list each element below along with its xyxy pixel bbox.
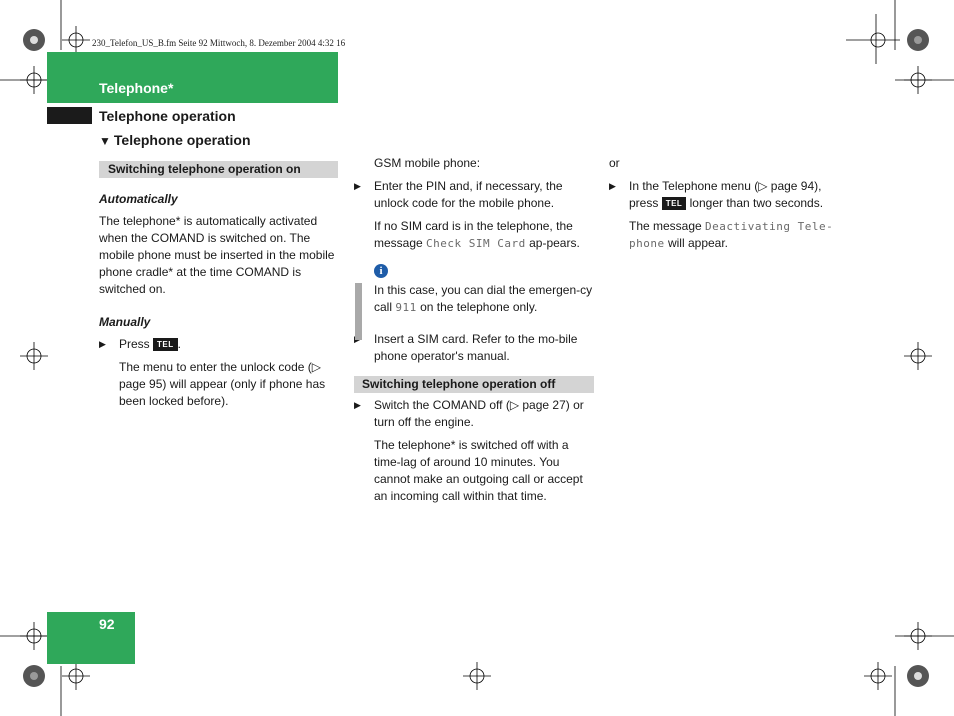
triangle-down-icon: ▼ (99, 134, 111, 148)
message-deactivating: Deactivating Tele- (705, 220, 834, 233)
message-suffix: will appear. (667, 236, 729, 250)
no-sim-suffix: ap-pears. (529, 236, 580, 250)
info-text (374, 282, 594, 316)
message-text (609, 218, 845, 252)
press-suffix: . (177, 337, 181, 351)
gsm-label: GSM mobile phone: (374, 156, 481, 170)
info-side-bar (355, 283, 362, 340)
menu-step (609, 178, 845, 212)
middle-column (354, 155, 594, 505)
switch-off-step (354, 397, 594, 431)
automatic-heading: Automatically (99, 192, 178, 206)
section-tab (47, 107, 92, 124)
left-column (99, 161, 338, 410)
automatic-text: The telephone* is automatically activated when the COMAND is switched on. The mobile phone must be inserted in the mobile phone cradle* at the time COMAND is switched on. (99, 214, 335, 296)
info-note (354, 264, 594, 316)
chapter-title: Telephone* (99, 80, 174, 96)
info-icon: i (374, 264, 388, 278)
registration-mark-tl (62, 26, 90, 54)
chapter-band (47, 52, 338, 103)
page-number-box (47, 612, 135, 664)
section-title: Telephone operation (99, 108, 236, 124)
tel-key-icon: TEL (153, 338, 178, 351)
or-label: or (609, 156, 620, 170)
enter-pin-step (354, 178, 594, 212)
time-lag-text: The telephone* is switched off with a time-lag of around 10 minutes. You cannot make an outgoing call or accept an incoming call within that time. (374, 438, 583, 503)
no-sim-text (354, 218, 594, 252)
press-step (99, 336, 338, 353)
subsection-label: Telephone operation (113, 132, 251, 148)
bullet-arrow-icon: ▶ (99, 339, 106, 349)
insert-sim-text: Insert a SIM card. Refer to the mo-bile phone operator's manual. (374, 332, 578, 363)
message-prefix: The message (629, 219, 702, 233)
no-sim-message: Check SIM Card (426, 237, 526, 250)
menu-prefix: In the Telephone menu (▷ page 94), press (629, 179, 822, 210)
enter-pin-text: Enter the PIN and, if necessary, the unlock code for the mobile phone. (374, 179, 563, 210)
info-number: 911 (395, 301, 417, 314)
right-column (609, 155, 845, 252)
info-prefix: In this case, you can dial the emergen-cy call (374, 283, 593, 314)
page-number: 92 (99, 616, 115, 632)
press-text: Press (119, 337, 150, 351)
bullet-arrow-icon: ▶ (354, 400, 361, 410)
no-sim-prefix: If no SIM card is in the telephone, the message (374, 219, 573, 250)
tel-key-icon: TEL (662, 197, 687, 210)
menu-text: The menu to enter the unlock code (▷ page 95) will appear (only if phone has been locked before). (119, 360, 326, 408)
subsection-title (99, 132, 251, 148)
heading-bar-off: Switching telephone operation off (354, 376, 594, 393)
manual-heading: Manually (99, 315, 151, 329)
bullet-arrow-icon: ▶ (354, 181, 361, 191)
message-phone: phone (629, 237, 665, 250)
bullet-arrow-icon: ▶ (609, 181, 616, 191)
print-header: 230_Telefon_US_B.fm Seite 92 Mittwoch, 8. Dezember 2004 4:32 16 (92, 38, 346, 48)
switch-off-text: Switch the COMAND off (▷ page 27) or turn off the engine. (374, 398, 584, 429)
heading-bar-on: Switching telephone operation on (99, 161, 338, 178)
menu-suffix: longer than two seconds. (689, 196, 824, 210)
info-suffix: on the telephone only. (420, 300, 538, 314)
insert-sim-step (354, 331, 594, 365)
